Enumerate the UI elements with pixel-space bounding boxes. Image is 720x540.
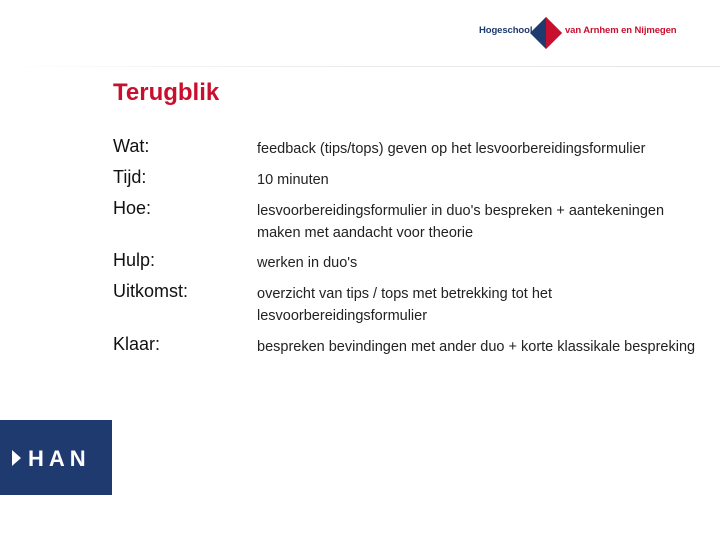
logo-text-left: Hogeschool <box>479 25 533 36</box>
row-label: Hoe: <box>113 198 152 218</box>
han-logo <box>0 420 112 495</box>
han-logo-text: HAN <box>28 446 91 471</box>
row-value: feedback (tips/tops) geven op het lesvoorbereidingsformulier <box>257 141 646 157</box>
row-value: overzicht van tips / tops met betrekking tot het lesvoorbereidingsformulier <box>257 286 552 324</box>
row-label: Tijd: <box>113 167 147 187</box>
logo-text-right: van Arnhem en Nijmegen <box>565 25 677 36</box>
row-label: Uitkomst: <box>113 281 189 301</box>
row-label: Hulp: <box>113 250 156 270</box>
row-label: Klaar: <box>113 334 161 354</box>
slide-title: Terugblik <box>113 79 220 106</box>
logo-diamond-icon <box>530 17 562 49</box>
header-divider <box>0 66 720 67</box>
row-value: lesvoorbereidingsformulier in duo's bespreken + aantekeningen maken met aandacht voor theorie <box>257 203 665 241</box>
row-value: bespreken bevindingen met ander duo + korte klassikale bespreking <box>257 339 696 355</box>
row-label: Wat: <box>113 136 150 156</box>
row-value: werken in duo's <box>257 255 358 271</box>
play-arrow-icon <box>12 450 21 466</box>
row-value: 10 minuten <box>257 172 329 188</box>
